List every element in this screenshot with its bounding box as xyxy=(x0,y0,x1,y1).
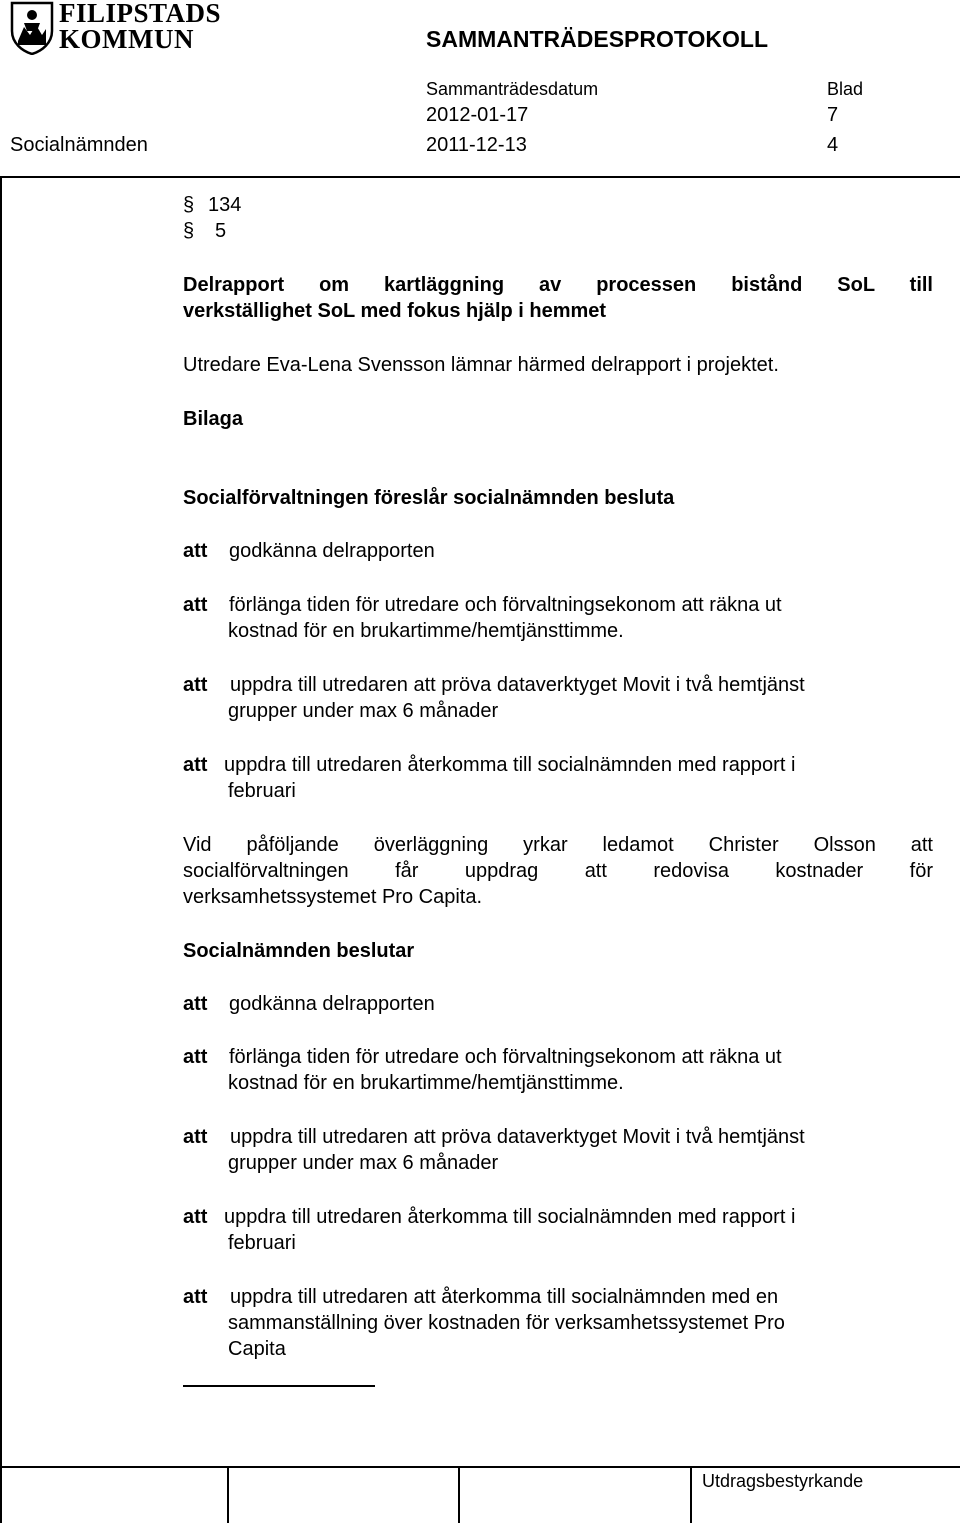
att-label: att xyxy=(183,1206,208,1228)
deliberation-line-2: socialförvaltningen får uppdrag att redovisa kostnader för xyxy=(183,860,933,882)
meeting-date-label: Sammanträdesdatum xyxy=(426,79,599,99)
paragraph-number: 134 xyxy=(208,194,242,216)
item-text-cont: grupper under max 6 månader xyxy=(228,1152,499,1174)
item-heading-line-1: Delrapport om kartläggning av processen bistånd SoL till xyxy=(183,274,933,296)
signature-divider xyxy=(227,1466,229,1523)
item-text-cont: februari xyxy=(228,780,296,802)
meeting-date: 2012-01-17 xyxy=(426,104,529,126)
item-text: uppdra till utredaren att pröva dataverktyget Movit i två hemtjänst xyxy=(230,1126,805,1148)
proposal-item xyxy=(183,672,805,724)
proposal-item xyxy=(183,592,782,644)
item-text: godkänna delrapporten xyxy=(229,993,435,1015)
intro-text: Utredare Eva-Lena Svensson lämnar härmed delrapport i projektet. xyxy=(183,354,779,376)
item-text-cont: kostnad för en brukartimme/hemtjänsttimme. xyxy=(228,1072,624,1094)
item-text-cont: sammanställning över kostnaden för verksamhetssystemet Pro xyxy=(228,1312,785,1334)
item-text: uppdra till utredaren att pröva dataverktyget Movit i två hemtjänst xyxy=(230,674,805,696)
item-text: förlänga tiden för utredare och förvaltningsekonom att räkna ut xyxy=(229,594,782,616)
paragraph-mark-1 xyxy=(183,192,242,218)
item-text: uppdra till utredaren återkomma till socialnämnden med rapport i xyxy=(224,1206,796,1228)
att-label: att xyxy=(183,1286,208,1308)
footer-rule xyxy=(0,1466,960,1468)
section-sign-icon: § xyxy=(183,220,195,242)
deliberation-line-1: Vid påföljande överläggning yrkar ledamot Christer Olsson att xyxy=(183,834,933,856)
item-text: uppdra till utredaren att återkomma till socialnämnden med en xyxy=(230,1286,779,1308)
section-sign-icon: § xyxy=(183,194,195,216)
paragraph-mark-2 xyxy=(183,218,227,244)
header-rule xyxy=(0,176,960,178)
page-number: 7 xyxy=(827,104,839,126)
item-text-cont: kostnad för en brukartimme/hemtjänsttimme. xyxy=(228,620,624,642)
decision-item xyxy=(183,991,435,1017)
certification-label: Utdragsbestyrkande xyxy=(702,1471,864,1491)
item-heading-line-2: verkställighet SoL med fokus hjälp i hemmet xyxy=(183,300,607,322)
att-label: att xyxy=(183,674,208,696)
att-label: att xyxy=(183,540,208,562)
att-label: att xyxy=(183,1126,208,1148)
att-label: att xyxy=(183,594,208,616)
item-text-cont: grupper under max 6 månader xyxy=(228,700,499,722)
item-text: förlänga tiden för utredare och förvaltningsekonom att räkna ut xyxy=(229,1046,782,1068)
decision-item xyxy=(183,1124,805,1176)
att-label: att xyxy=(183,1046,208,1068)
item-text-cont: Capita xyxy=(228,1338,286,1360)
decision-item xyxy=(183,1044,782,1096)
coat-of-arms-icon xyxy=(10,1,54,55)
attachment-label: Bilaga xyxy=(183,408,244,430)
signature-divider xyxy=(458,1466,460,1523)
document-title: SAMMANTRÄDESPROTOKOLL xyxy=(426,26,769,52)
section-end-rule xyxy=(183,1385,375,1387)
logo-line-1: FILIPSTADS xyxy=(59,0,222,28)
logo xyxy=(10,0,222,56)
item-text-cont: februari xyxy=(228,1232,296,1254)
signature-divider xyxy=(690,1466,692,1523)
page-number-2: 4 xyxy=(827,134,839,156)
paragraph-number: 5 xyxy=(215,220,227,242)
meeting-date-2: 2011-12-13 xyxy=(426,134,527,156)
proposal-item xyxy=(183,538,435,564)
item-text: godkänna delrapporten xyxy=(229,540,435,562)
proposal-heading: Socialförvaltningen föreslår socialnämnden besluta xyxy=(183,487,675,509)
decision-item xyxy=(183,1204,796,1256)
deliberation-line-3: verksamhetssystemet Pro Capita. xyxy=(183,886,482,908)
logo-line-2: KOMMUN xyxy=(59,24,194,54)
proposal-item xyxy=(183,752,796,804)
left-margin-rule xyxy=(0,176,2,1523)
att-label: att xyxy=(183,993,208,1015)
committee-name: Socialnämnden xyxy=(10,134,148,156)
att-label: att xyxy=(183,754,208,776)
decision-heading: Socialnämnden beslutar xyxy=(183,940,415,962)
decision-item xyxy=(183,1284,785,1362)
page-label: Blad xyxy=(827,79,864,99)
item-text: uppdra till utredaren återkomma till socialnämnden med rapport i xyxy=(224,754,796,776)
